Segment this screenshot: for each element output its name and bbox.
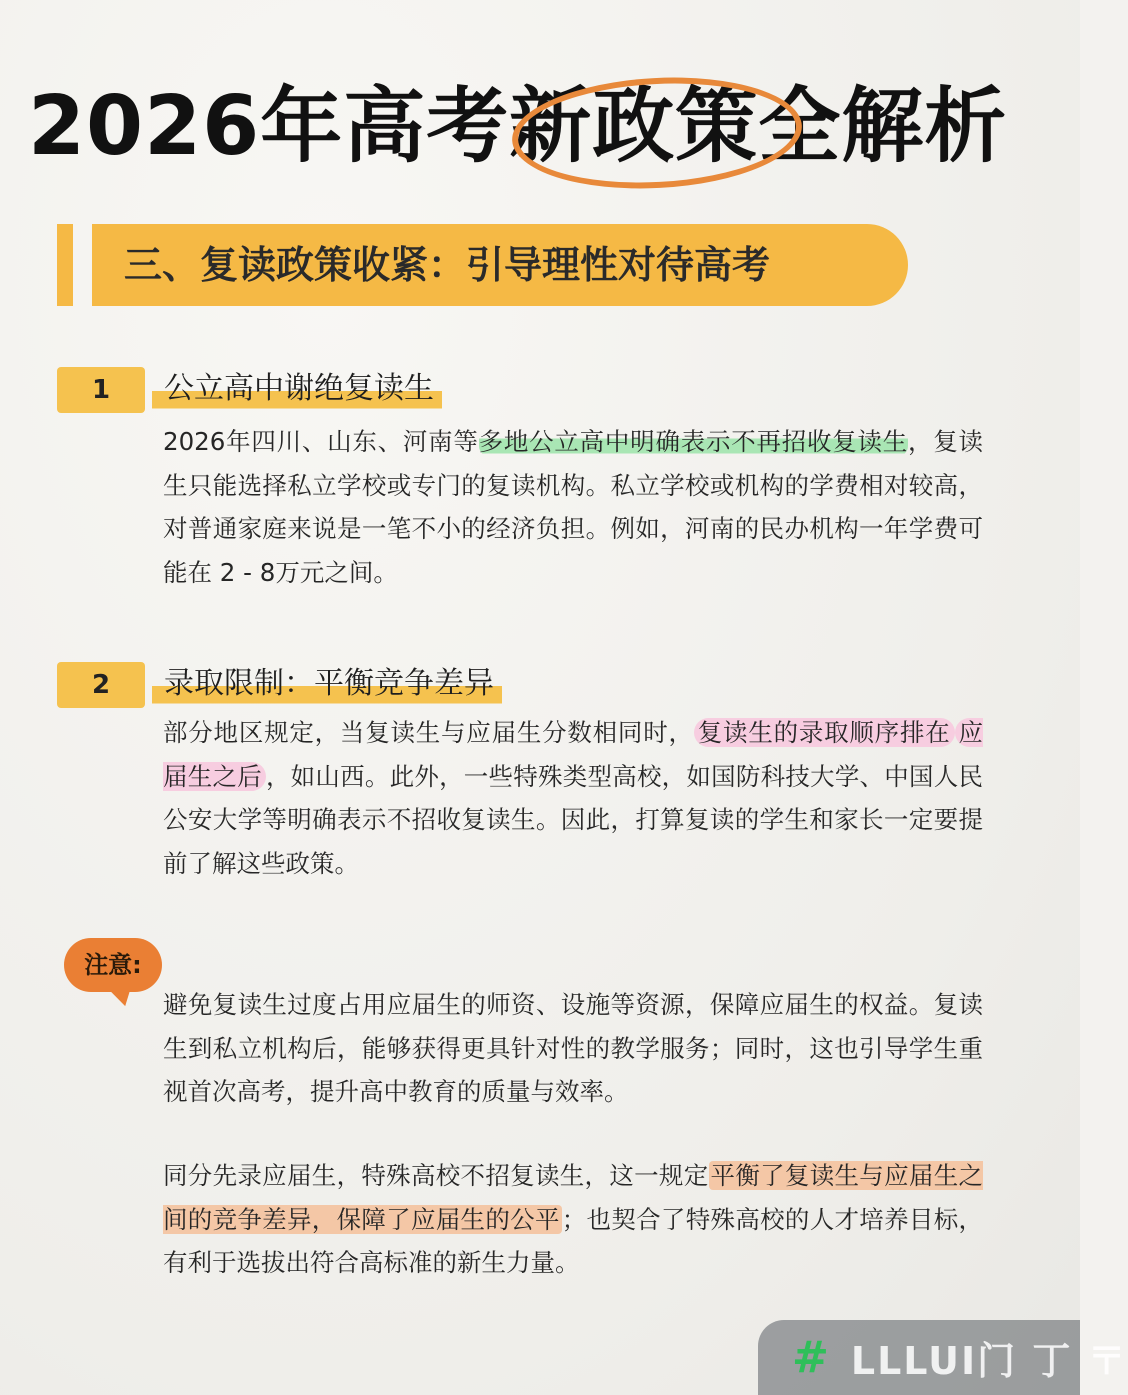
highlighted-text: 应届生之后: [163, 718, 984, 791]
page-title: 2026年高考新政策全解析: [28, 79, 1008, 174]
watermark: [758, 1320, 1128, 1395]
note-paragraph: 避免复读生过度占用应届生的师资、设施等资源，保障应届生的权益。复读生到私立机构后，能够获得更具针对性的教学服务；同时，这也引导学生重视首次高考，提升高中教育的质量与效率。: [163, 990, 983, 1106]
section-heading: 三、复读政策收紧：引导理性对待高考: [92, 224, 908, 306]
item-paragraph: [163, 420, 983, 594]
text-segment: 同分先录应届生，特殊高校不招复读生，这一规定: [163, 1161, 709, 1190]
item-number-badge: 1: [57, 367, 145, 413]
text-segment: ；也契合了特殊高校的人才培养目标，有利于选拔出符合高标准的新生力量。: [163, 1204, 983, 1277]
hash-icon: #: [792, 1331, 829, 1383]
highlighted-text: 平衡了复读生与应届生之间的竞争差异，保障了应届生的公平: [163, 1161, 983, 1234]
text-segment: 部分地区规定，当复读生与应届生分数相同时，: [163, 718, 694, 747]
watermark-text: LLLUI门 丁 〒: [850, 1339, 1128, 1383]
item-number-badge: 2: [57, 662, 145, 708]
item-paragraph: [163, 711, 983, 885]
highlighted-text: 复读生的录取顺序排在: [694, 718, 955, 747]
text-segment: ，如山西。此外，一些特殊类型高校，如国防科技大学、中国人民公安大学等明确表示不招收复读生。因此，打算复读的学生和家长一定要提前了解这些政策。: [163, 761, 983, 878]
item-title: 录取限制：平衡竞争差异: [152, 662, 502, 708]
note-label: 注意:: [64, 938, 162, 992]
section-accent-bar: [57, 224, 73, 306]
note-paragraph: [163, 1154, 983, 1285]
item-title: 公立高中谢绝复读生: [152, 367, 442, 413]
highlighted-text: 多地公立高中明确表示不再招收复读生: [478, 427, 908, 456]
text-segment: ，复读生只能选择私立学校或专门的复读机构。私立学校或机构的学费相对较高，对普通家庭来说是一笔不小的经济负担。例如，河南的民办机构一年学费可能在 2 - 8万元之间。: [163, 427, 983, 587]
text-segment: 2026年四川、山东、河南等: [163, 427, 479, 456]
